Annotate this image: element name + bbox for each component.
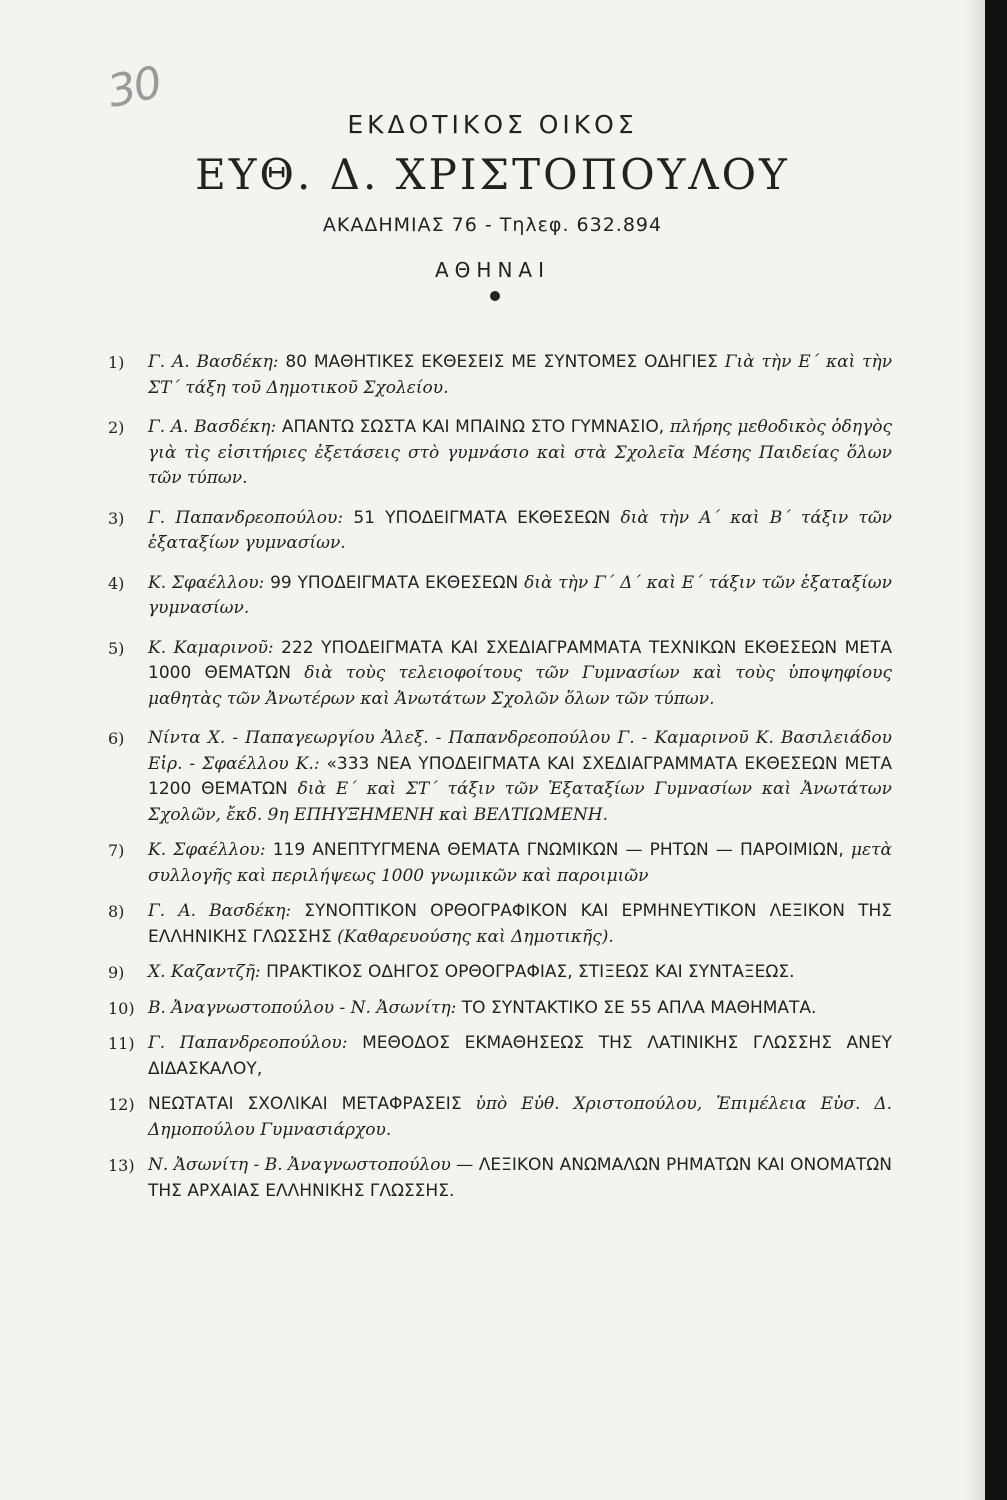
entry-text <box>148 350 892 401</box>
book-entry <box>100 1153 892 1204</box>
entry-text <box>148 899 892 950</box>
book-entry <box>100 636 892 713</box>
entry-author: Νίντα Χ. - Παπαγεωργίου Ἀλεξ. - Παπανδρεοπούλου Γ. - Καμαρινοῦ Κ. Βασιλειάδου Εἰρ. - Σφαέλλου Κ.: <box>148 728 892 774</box>
publisher-city: ΑΘΗΝΑΙ <box>434 258 550 282</box>
book-list <box>100 350 892 1204</box>
book-entry <box>100 1092 892 1143</box>
book-entry <box>100 571 892 622</box>
entry-number: 7) <box>108 841 125 860</box>
entry-author: Γ. Α. Βασδέκη: <box>148 352 279 372</box>
entry-author: Γ. Α. Βασδέκη: <box>148 901 292 921</box>
book-entry <box>100 960 892 986</box>
entry-author: Γ. Α. Βασδέκη: <box>148 417 277 437</box>
entry-text <box>148 838 892 889</box>
entry-text <box>148 506 892 557</box>
book-entry <box>100 506 892 557</box>
entry-title: ΑΠΑΝΤΩ ΣΩΣΤΑ ΚΑΙ ΜΠΑΙΝΩ ΣΤΟ ΓΥΜΝΑΣΙΟ, <box>281 417 665 437</box>
entry-text <box>148 1031 892 1082</box>
entry-number: 2) <box>108 418 125 437</box>
entry-title: «333 ΝΕΑ ΥΠΟΔΕΙΓΜΑΤΑ ΚΑΙ ΣΧΕΔΙΑΓΡΑΜΜΑΤΑ ΕΚΘΕΣΕΩΝ ΜΕΤΑ 1200 ΘΕΜΑΤΩΝ <box>148 753 892 799</box>
entry-description: διὰ Ε΄ καὶ ΣΤ΄ τάξιν τῶν Ἑξαταξίων Γυμνασίων καὶ Ἀνωτάτων Σχολῶν, ἔκδ. 9η ΕΠΗΥΞΗΜΕΝΗ καὶ ΒΕΛΤΙΩΜΕΝΗ. <box>148 779 892 825</box>
entry-title: 119 ΑΝΕΠΤΥΓΜΕΝΑ ΘΕΜΑΤΑ ΓΝΩΜΙΚΩΝ — ΡΗΤΩΝ — ΠΑΡΟΙΜΙΩΝ, <box>272 840 844 860</box>
entry-number: 10) <box>108 998 135 1018</box>
entry-text <box>148 726 892 828</box>
entry-title: 51 ΥΠΟΔΕΙΓΜΑΤΑ ΕΚΘΕΣΕΩΝ <box>353 507 611 528</box>
entry-description: Γιὰ τὴν Ε΄ καὶ τὴν ΣΤ΄ τάξη τοῦ Δημοτικοῦ Σχολείου. <box>148 352 893 398</box>
entry-number: 12) <box>108 1095 135 1114</box>
entry-number: 11) <box>108 1034 135 1053</box>
entry-author: Ν. Ἀσωνίτη - Β. Ἀναγνωστοπούλου — <box>148 1155 474 1175</box>
entry-number: 6) <box>108 729 125 748</box>
entry-title: ΜΕΘΟΔΟΣ ΕΚΜΑΘΗΣΕΩΣ ΤΗΣ ΛΑΤΙΝΙΚΗΣ ΓΛΩΣΣΗΣ ΑΝΕΥ ΔΙΔΑΣΚΑΛΟΥ, <box>148 1033 893 1079</box>
entry-title: ΣΥΝΟΠΤΙΚΟΝ ΟΡΘΟΓΡΑΦΙΚΟΝ ΚΑΙ ΕΡΜΗΝΕΥΤΙΚΟΝ ΛΕΞΙΚΟΝ ΤΗΣ ΕΛΛΗΝΙΚΗΣ ΓΛΩΣΣΗΣ <box>148 901 893 947</box>
entry-text <box>148 571 892 622</box>
entry-title: ΝΕΩΤΑΤΑΙ ΣΧΟΛΙΚΑΙ ΜΕΤΑΦΡΑΣΕΙΣ <box>148 1094 462 1114</box>
book-entry <box>100 1031 892 1082</box>
entry-title: 222 ΥΠΟΔΕΙΓΜΑΤΑ ΚΑΙ ΣΧΕΔΙΑΓΡΑΜΜΑΤΑ ΤΕΧΝΙΚΩΝ ΕΚΘΕΣΕΩΝ ΜΕΤΑ 1000 ΘΕΜΑΤΩΝ <box>148 637 892 683</box>
entry-text <box>148 996 892 1022</box>
entry-description: διὰ τὴν Γ΄ Δ΄ καὶ Ε΄ τάξιν τῶν ἑξαταξίων γυμνασίων. <box>148 572 892 618</box>
entry-author: Κ. Σφαέλλου: <box>148 572 265 593</box>
entry-number: 9) <box>108 963 125 982</box>
handwritten-margin-note: 30 <box>103 57 165 118</box>
entry-author: Κ. Σφαέλλου: <box>148 840 266 860</box>
entry-description: διὰ τὴν Α΄ καὶ Β΄ τάξιν τῶν ἑξαταξίων γυμνασίων. <box>148 507 893 553</box>
entry-title: ΤΟ ΣΥΝΤΑΚΤΙΚΟ ΣΕ 55 ΑΠΛΑ ΜΑΘΗΜΑΤΑ. <box>461 997 817 1018</box>
book-entry <box>100 899 892 950</box>
entry-author: Γ. Παπανδρεοπούλου: <box>148 1033 348 1053</box>
publisher-address: ΑΚΑΔΗΜΙΑΣ 76 - Τηλεφ. 632.894 <box>322 214 663 236</box>
entry-description: μετὰ συλλογῆς καὶ περιλήψεως 1000 γνωμικῶν καὶ παροιμιῶν <box>148 840 893 886</box>
book-entry <box>100 726 892 828</box>
entry-author: Γ. Παπανδρεοπούλου: <box>148 507 344 528</box>
publisher-name: ΕΥΘ. Δ. ΧΡΙΣΤΟΠΟΥΛΟΥ <box>195 150 790 199</box>
entry-description: (Καθαρευούσης καὶ Δημοτικῆς). <box>337 926 614 947</box>
entry-text <box>148 1092 892 1143</box>
entry-number: 4) <box>108 573 125 593</box>
entry-description: ὑπὸ Εὐθ. Χριστοπούλου, Ἐπιμέλεια Εὐσ. Δ. Δημοπούλου Γυμνασιάρχου. <box>148 1094 893 1140</box>
publishing-house-label: ΕΚΔΟΤΙΚΟΣ ΟΙΚΟΣ <box>347 110 638 139</box>
book-entry <box>100 415 892 492</box>
entry-text <box>148 960 892 986</box>
entry-description: διὰ τοὺς τελειοφοίτους τῶν Γυμνασίων καὶ τοὺς ὑποψηφίους μαθητὰς τῶν Ἀνωτέρων καὶ Ἀνωτάτων Σχολῶν ὅλων τῶν τύπων. <box>148 663 892 709</box>
entry-title: 99 ΥΠΟΔΕΙΓΜΑΤΑ ΕΚΘΕΣΕΩΝ <box>270 572 519 593</box>
entry-number: 1) <box>108 353 125 372</box>
entry-text <box>148 636 892 713</box>
entry-text <box>148 415 892 492</box>
entry-number: 5) <box>108 638 125 658</box>
entry-author: Β. Ἀναγνωστοπούλου - Ν. Ἀσωνίτη: <box>148 997 457 1018</box>
entry-number: 8) <box>108 902 125 921</box>
entry-description: πλήρης μεθοδικὸς ὁδηγὸς γιὰ τὶς εἰσιτήριες ἐξετάσεις στὸ γυμνάσιο καὶ στὰ Σχολεῖα Μέσης Παιδείας ὅλων τῶν τύπων. <box>148 417 893 488</box>
entry-number: 13) <box>108 1156 135 1175</box>
entry-author: Κ. Καμαρινοῦ: <box>148 637 274 658</box>
entry-title: ΛΕΞΙΚΟΝ ΑΝΩΜΑΛΩΝ ΡΗΜΑΤΩΝ ΚΑΙ ΟΝΟΜΑΤΩΝ ΤΗΣ ΑΡΧΑΙΑΣ ΕΛΛΗΝΙΚΗΣ ΓΛΩΣΣΗΣ. <box>148 1155 892 1201</box>
book-entry <box>100 996 892 1022</box>
book-entry <box>100 838 892 889</box>
entry-number: 3) <box>108 508 125 528</box>
entry-author: Χ. Καζαντζῆ: <box>148 962 261 982</box>
entry-text <box>148 1153 892 1204</box>
entry-title: ΠΡΑΚΤΙΚΟΣ ΟΔΗΓΟΣ ΟΡΘΟΓΡΑΦΙΑΣ, ΣΤΙΞΕΩΣ ΚΑΙ ΣΥΝΤΑΞΕΩΣ. <box>266 962 795 982</box>
separator-bullet-icon <box>490 291 500 301</box>
book-entry <box>100 350 892 401</box>
entry-title: 80 ΜΑΘΗΤΙΚΕΣ ΕΚΘΕΣΕΙΣ ΜΕ ΣΥΝΤΟΜΕΣ ΟΔΗΓΙΕΣ <box>285 352 718 372</box>
